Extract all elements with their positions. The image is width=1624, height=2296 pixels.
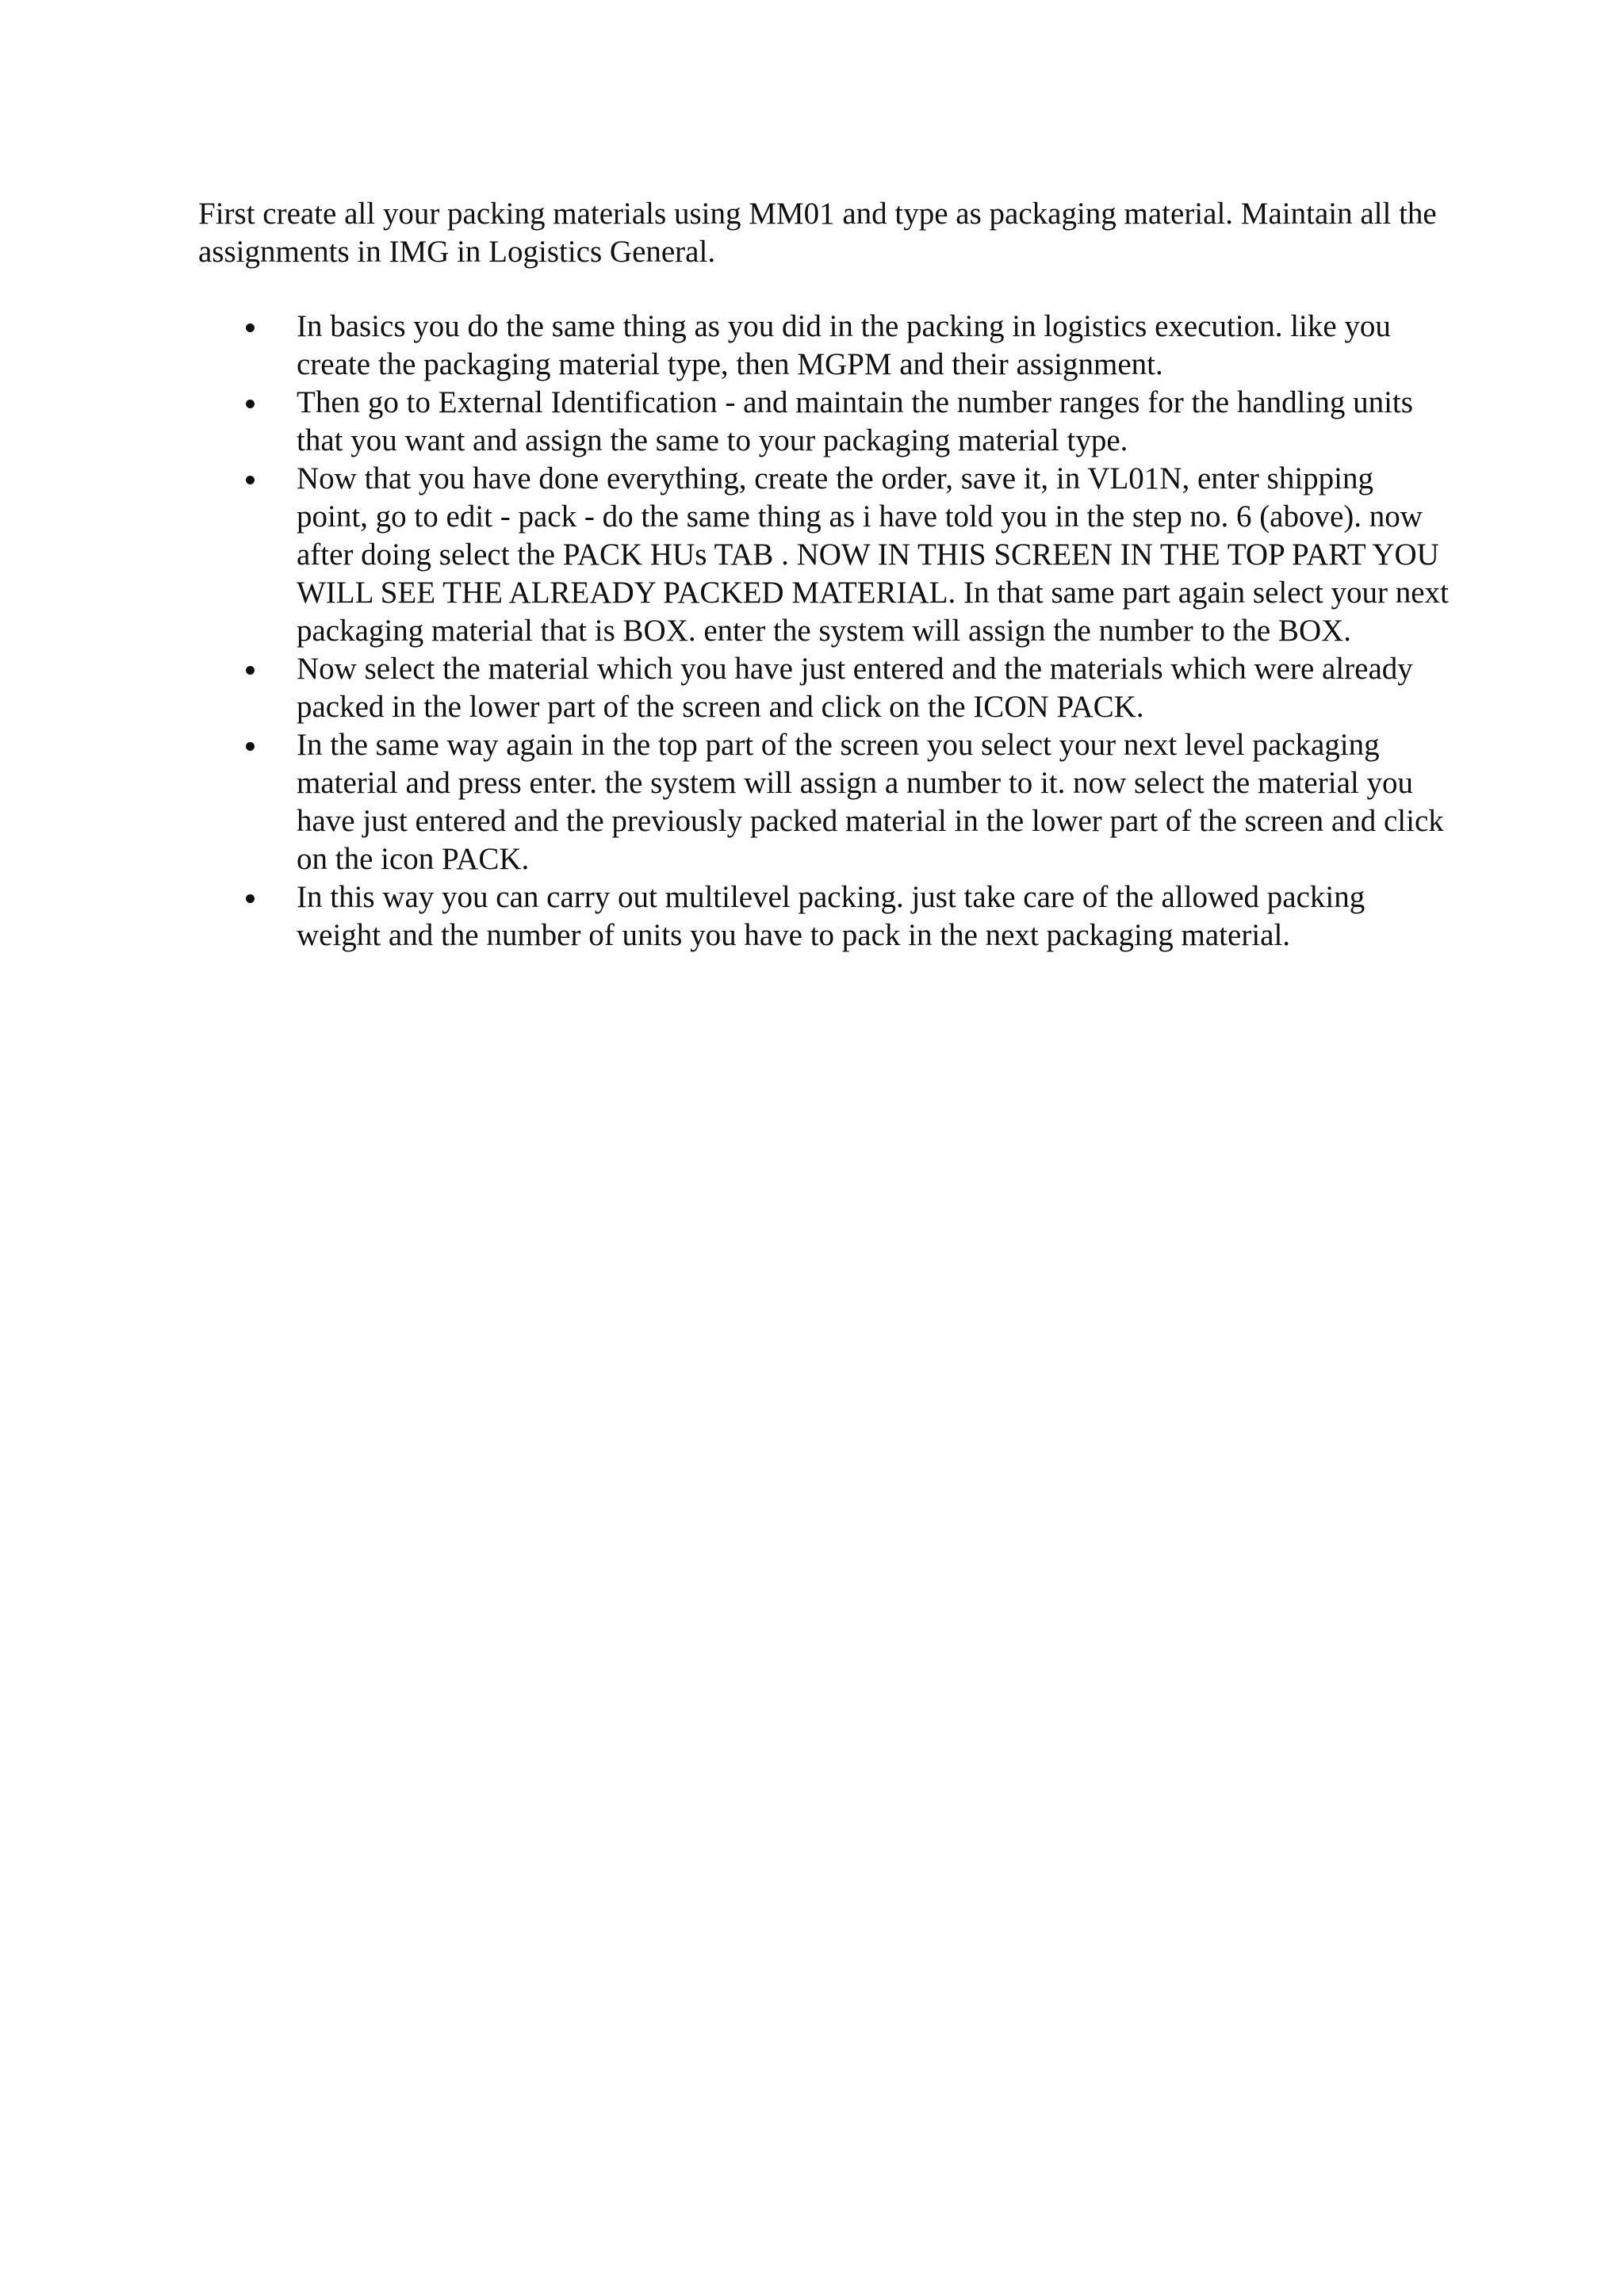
list-item [198,650,1451,726]
bullet-icon [246,323,255,332]
list-item-text: Then go to External Identification - and maintain the number ranges for the handling units that you want and assign the same to your packaging material type. [297,385,1413,457]
list-item-text: Now select the material which you have just entered and the materials which were already packed in the lower part of the screen and click on the ICON PACK. [297,652,1413,724]
bullet-icon [246,894,255,903]
list-item [198,308,1451,384]
list-item [198,726,1451,878]
intro-paragraph: First create all your packing materials using MM01 and type as packaging material. Maintain all the assignments in IMG in Logistics General. [198,197,1437,269]
bullet-icon [246,476,255,484]
bullet-icon [246,666,255,675]
list-item [198,460,1451,650]
bullet-list [198,308,1451,955]
list-item-text: Now that you have done everything, create the order, save it, in VL01N, enter shipping point, go to edit - pack - do the same thing as i have told you in the step no. 6 (above). now after doing select the PACK HUs TAB . NOW IN THIS SCREEN IN THE TOP PART YOU WILL SEE THE ALREADY PACKED MATERIAL. In that same part again select your next packaging material that is BOX. enter the system will assign the number to the BOX. [297,461,1449,648]
list-item-text: In basics you do the same thing as you did in the packing in logistics execution. like you create the packaging material type, then MGPM and their assignment. [297,309,1391,381]
list-item [198,384,1451,460]
bullet-icon [246,400,255,408]
list-item-text: In this way you can carry out multilevel packing. just take care of the allowed packing weight and the number of units you have to pack in the next packaging material. [297,880,1365,952]
list-item-text: In the same way again in the top part of the screen you select your next level packaging material and press enter. the system will assign a number to it. now select the material you have just entered and the previously packed material in the lower part of the screen and click on the icon PACK. [297,728,1444,876]
document-page [198,195,1451,955]
bullet-icon [246,742,255,751]
list-item [198,878,1451,955]
